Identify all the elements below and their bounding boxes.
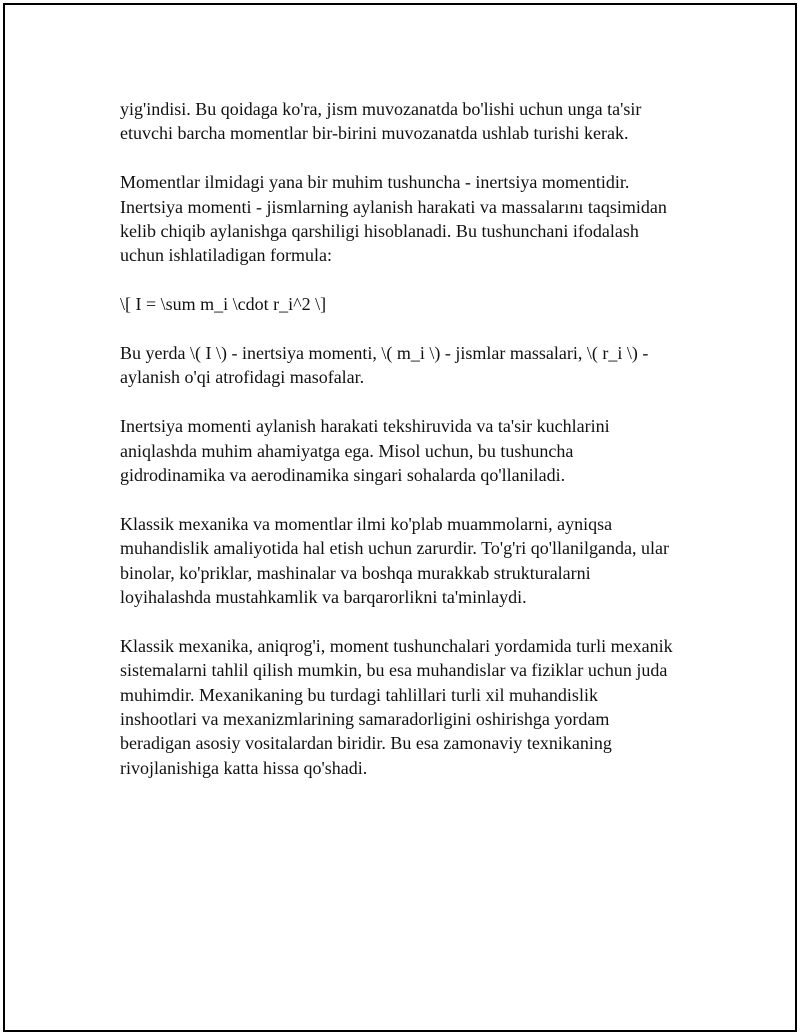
text-line: Klassik mexanika, aniqrog'i, moment tushunchalari yordamida turli mexanik [120,635,673,656]
text-line: Klassik mexanika va momentlar ilmi ko'plab muammolarni, ayniqsa [120,513,613,534]
text-line: sistemalarni tahlil qilish mumkin, bu esa muhandislar va fiziklar uchun juda [120,660,668,681]
text-line: kelib chiqib aylanishga qarshiligi hisoblanadi. Bu tushunchani ifodalash [120,221,639,242]
text-line: aniqlashda muhim ahamiyatga ega. Misol uchun, bu tushuncha [120,440,574,461]
paragraph [120,170,710,268]
paragraph [120,97,710,146]
text-line: beradigan asosiy vositalardan biridir. Bu esa zamonaviy texnikaning [120,733,612,754]
text-line: Bu yerda \( I \) - inertsiya momenti, \( m_i \) - jismlar massalari, \( r_i \) - [120,343,649,364]
text-line: Momentlar ilmidagi yana bir muhim tushuncha - inertsiya momentidir. [120,172,630,193]
text-line: binolar, ko'priklar, mashinalar va boshqa murakkab strukturalarni [120,562,591,583]
text-line: aylanish o'qi atrofidagi masofalar. [120,367,365,388]
text-line: uchun ishlatiladigan formula: [120,245,332,266]
formula-line: \[ I = \sum m_i \cdot r_i^2 \] [120,294,327,315]
paragraph [120,512,710,610]
text-line: inshootlari va mexanizmlarining samaradorligini oshirishga yordam [120,709,610,730]
document-body [120,97,710,805]
text-line: etuvchi barcha momentlar bir-birini muvozanatda ushlab turishi kerak. [120,123,629,144]
text-line: Inertsiya momenti aylanish harakati tekshiruvida va ta'sir kuchlarini [120,416,610,437]
formula-paragraph [120,292,710,316]
text-line: gidrodinamika va aerodinamika singari sohalarda qo'llaniladi. [120,465,566,486]
text-line: Inertsiya momenti - jismlarning aylanish harakati va massalarını taqsimidan [120,196,667,217]
paragraph [120,414,710,487]
text-line: muhandislik amaliyotida hal etish uchun zarurdir. To'g'ri qo'llanilganda, ular [120,538,670,559]
paragraph [120,634,710,780]
text-line: rivojlanishiga katta hissa qo'shadi. [120,757,368,778]
paragraph [120,341,710,390]
text-line: loyihalashda mustahkamlik va barqarorlikni ta'minlaydi. [120,587,527,608]
text-line: muhimdir. Mexanikaning bu turdagi tahlillari turli xil muhandislik [120,684,598,705]
text-line: yig'indisi. Bu qoidaga ko'ra, jism muvozanatda bo'lishi uchun unga ta'sir [120,99,642,119]
page-frame [3,3,797,1032]
